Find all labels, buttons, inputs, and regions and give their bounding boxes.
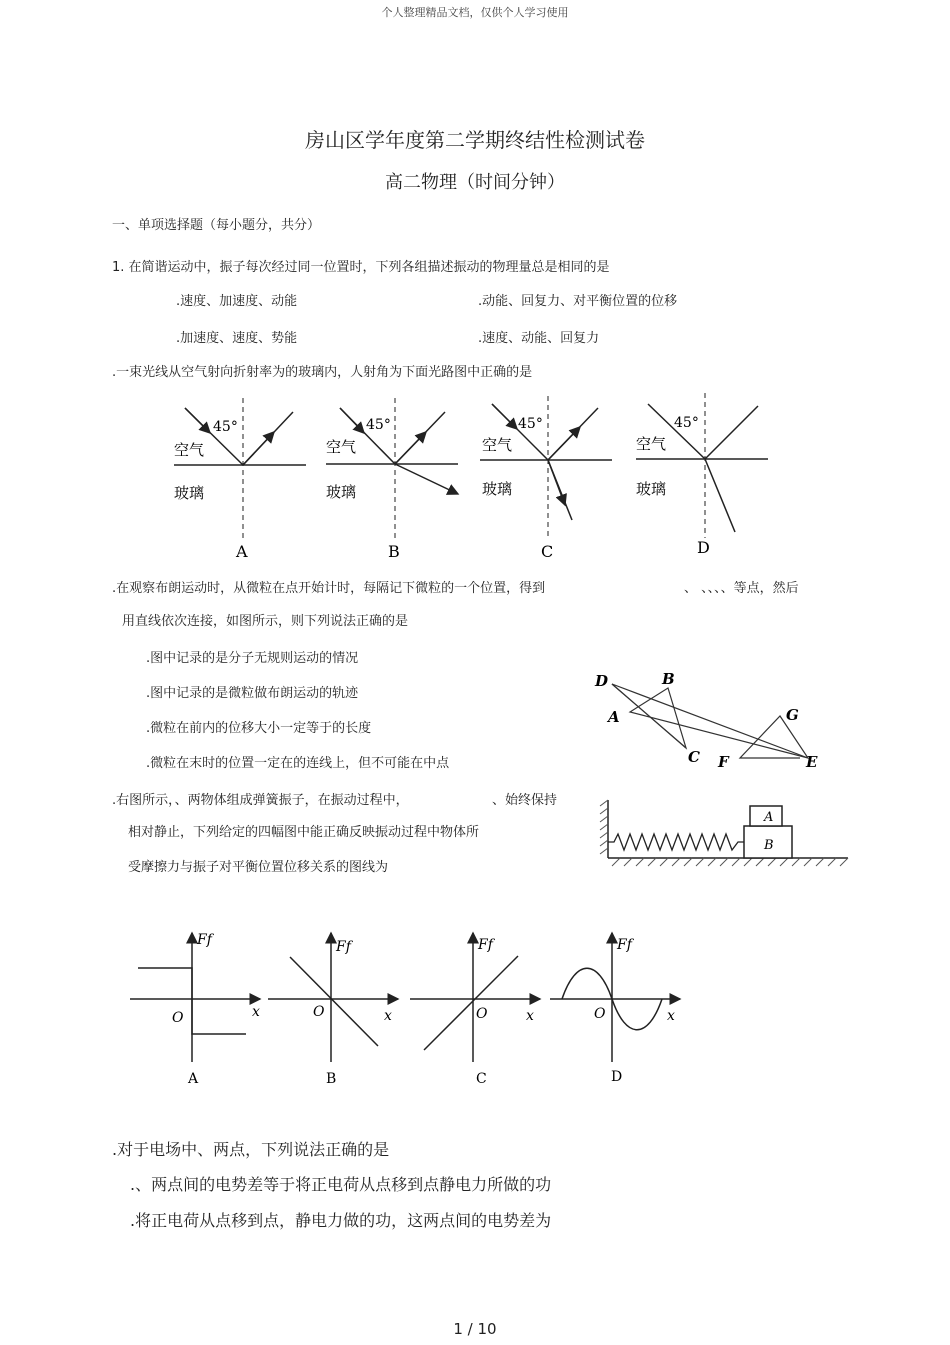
q1-option-d: .速度、动能、回复力 (478, 331, 600, 346)
q4-b-origin: O (313, 1004, 325, 1020)
q5-option-a: .、两点间的电势差等于将正电荷从点移到点静电力所做的功 (130, 1175, 552, 1194)
q2-b-glass: 玻璃 (326, 483, 357, 501)
q2-d-air: 空气 (636, 435, 667, 453)
q3-stem-line1: .在观察布朗运动时，从微粒在点开始计时，每隔记下微粒的一个位置，得到 (112, 581, 546, 596)
q4-b-yaxis: Ff (336, 939, 351, 955)
q3-stem-line2: 用直线依次连接，如图所示，则下列说法正确的是 (122, 614, 409, 629)
q3-stem-mid: 、 、、、、等点，然后 (684, 581, 799, 596)
q3-point-c: C (688, 748, 700, 766)
q2-d-angle: 45° (674, 415, 699, 431)
q2-c-air: 空气 (482, 436, 513, 454)
q2-a-angle: 45° (213, 419, 238, 435)
q1-option-c: .加速度、速度、势能 (176, 331, 298, 346)
exam-subtitle: 高二物理（时间分钟） (385, 172, 565, 193)
q4-c-origin: O (476, 1006, 488, 1022)
q4-d-yaxis: Ff (617, 937, 632, 953)
q2-b-label: B (388, 542, 400, 561)
section-heading: 一、单项选择题（每小题分，共分） (112, 218, 321, 233)
q2-a-air: 空气 (174, 441, 205, 459)
q3-point-b: B (662, 670, 675, 688)
q2-d-glass: 玻璃 (636, 480, 667, 498)
q4-stem-line1: .右图所示，、两物体组成弹簧振子，在振动过程中， (112, 793, 409, 808)
q4-d-origin: O (594, 1006, 606, 1022)
q2-stem: .一束光线从空气射向折射率为的玻璃内，人射角为下面光路图中正确的是 (112, 365, 533, 380)
q4-c-yaxis: Ff (478, 937, 493, 953)
q4-block-a: A (764, 810, 774, 825)
q2-a-glass: 玻璃 (174, 484, 205, 502)
q1-stem: 1. 在简谐运动中，振子每次经过同一位置时，下列各组描述振动的物理量总是相同的是 (112, 260, 610, 275)
q4-stem-mid: 、始终保持 (492, 793, 558, 808)
q4-a-yaxis: Ff (197, 932, 212, 948)
q4-b-label: B (326, 1071, 337, 1087)
q4-a-xaxis: x (252, 1004, 260, 1020)
header-note: 个人整理精品文档，仅供个人学习使用 (381, 6, 569, 19)
exam-title: 房山区学年度第二学期终结性检测试卷 (305, 128, 645, 152)
page-number: 1 / 10 (453, 1320, 497, 1338)
q3-option-b: .图中记录的是微粒做布朗运动的轨迹 (146, 686, 359, 701)
q4-c-label: C (476, 1071, 487, 1087)
q4-a-origin: O (172, 1010, 184, 1026)
q2-b-air: 空气 (326, 438, 357, 456)
q4-graph-b (268, 933, 398, 1087)
q3-option-d: .微粒在末时的位置一定在的连线上，但不可能在中点 (146, 756, 450, 771)
q2-a-label: A (236, 542, 248, 561)
q4-graph-c (410, 933, 540, 1087)
q4-block-b: B (764, 838, 774, 853)
q3-option-c: .微粒在前内的位移大小一定等于的长度 (146, 721, 372, 736)
q2-c-label: C (541, 542, 554, 561)
q2-c-angle: 45° (518, 416, 543, 432)
q4-graph-a (130, 932, 260, 1087)
q3-point-a: A (608, 708, 620, 726)
q4-b-xaxis: x (384, 1008, 392, 1024)
q4-stem-line2: 相对静止，下列给定的四幅图中能正确反映振动过程中物体所 (128, 825, 480, 840)
q3-point-d: D (595, 672, 609, 690)
q2-c-glass: 玻璃 (482, 480, 513, 498)
q4-a-label: A (188, 1071, 199, 1087)
q5-option-b: .将正电荷从点移到点，静电力做的功，这两点间的电势差为 (130, 1211, 552, 1230)
q4-c-xaxis: x (526, 1008, 534, 1024)
q3-option-a: .图中记录的是分子无规则运动的情况 (146, 651, 359, 666)
q4-graph-d (550, 933, 680, 1085)
q4-d-label: D (611, 1069, 623, 1085)
q5-stem: .对于电场中、两点，下列说法正确的是 (112, 1140, 390, 1159)
q4-d-xaxis: x (667, 1008, 675, 1024)
q3-point-g: G (786, 706, 799, 724)
q3-point-f: F (718, 753, 729, 771)
q2-d-label: D (697, 538, 710, 557)
q1-option-a: .速度、加速度、动能 (176, 294, 298, 309)
q3-point-e: E (806, 753, 818, 771)
q2-b-angle: 45° (366, 417, 391, 433)
q1-option-b: .动能、回复力、对平衡位置的位移 (478, 294, 678, 309)
q4-stem-line3: 受摩擦力与振子对平衡位置位移关系的图线为 (128, 860, 389, 875)
